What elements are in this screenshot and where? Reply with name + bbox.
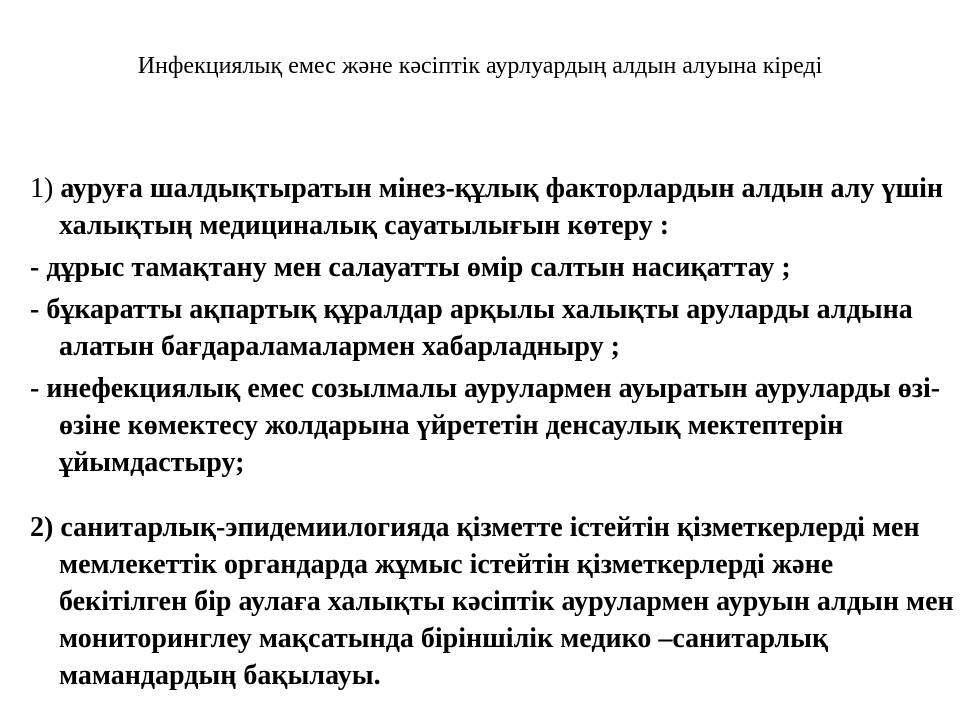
item-dash: - xyxy=(30,252,47,283)
item-text: санитарлық-эпидемиилогияда қізметте істейтін қізметкерлерді мен мемлекеттік органдарда жұмыс істейтін қізметкерлерді және бекітілген бір аулаға халықты кәсіптік аурулармен ауруын алдын мен мониторинглеу мақсатында біріншілік медико –санитарлық мамандардың бақылауы. xyxy=(59,512,954,691)
item-text: инефекциялық емес созылмалы аурулармен ауыратын ауруларды өзі-өзіне көмектесу жолдарына үйрететін денсаулық мектептерін ұйымдастыру; xyxy=(46,373,941,478)
item-text: бұкаратты ақпартық құралдар арқылы халықты аруларды алдына алатын бағдараламалармен хабарладныру ; xyxy=(46,294,913,362)
item-number: 2) xyxy=(30,512,61,543)
slide-content xyxy=(30,170,955,699)
item-dash: - xyxy=(30,373,47,404)
item-dash: - xyxy=(30,294,47,325)
item-text: ауруға шалдықтыратын мінез-құлық факторлардын алдын алу үшін халықтың медициналық сауатылығын көтеру : xyxy=(59,173,944,241)
list-item-5 xyxy=(30,509,955,694)
item-text: дұрыс тамақтану мен салауатты өмір салтын насиқаттау ; xyxy=(46,252,791,283)
list-item-3 xyxy=(30,291,955,365)
list-item-2 xyxy=(30,249,955,286)
list-item-4 xyxy=(30,370,955,481)
slide-title: Инфекциялық емес және кәсіптік аурлуардың алдын алуына кіреді xyxy=(137,53,823,79)
list-item-1 xyxy=(30,170,955,244)
item-number: 1) xyxy=(30,173,61,204)
